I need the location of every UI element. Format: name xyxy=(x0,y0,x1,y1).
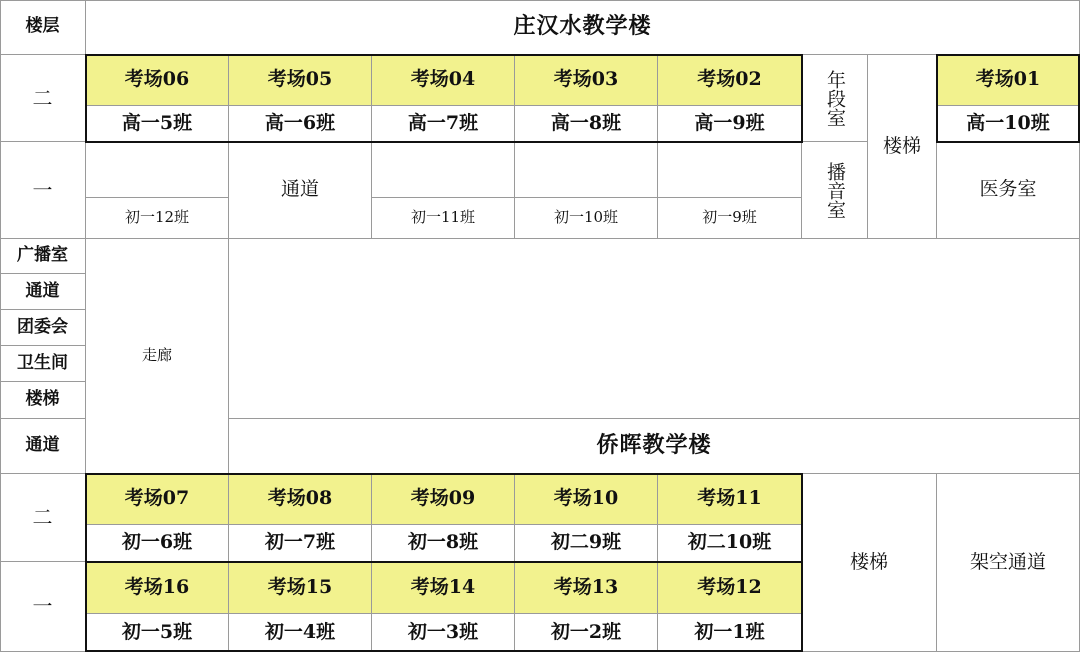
class-name: 初二10班 xyxy=(658,525,802,562)
corridor: 走廊 xyxy=(86,239,229,474)
class-name: 初一5班 xyxy=(86,614,229,652)
class-name: 高一6班 xyxy=(229,106,372,142)
left-room: 楼梯 xyxy=(0,382,86,419)
class-name: 高一9班 xyxy=(658,106,802,142)
class-name: 初一8班 xyxy=(372,525,515,562)
exam-room: 考场08 xyxy=(229,474,372,525)
stairs-zhuang: 楼梯 xyxy=(868,55,937,239)
building-title-zhuang: 庄汉水教学楼 xyxy=(86,0,1080,55)
exam-room: 考场03 xyxy=(515,55,658,106)
class-name: 高一7班 xyxy=(372,106,515,142)
exam-room: 考场13 xyxy=(515,562,658,614)
overpass: 架空通道 xyxy=(937,474,1080,652)
clinic: 医务室 xyxy=(937,142,1080,239)
empty-cell xyxy=(515,142,658,198)
courtyard-blank xyxy=(229,239,1080,419)
exam-room: 考场14 xyxy=(372,562,515,614)
empty-cell xyxy=(658,142,802,198)
empty-cell xyxy=(372,142,515,198)
empty-cell xyxy=(86,142,229,198)
class-name: 高一5班 xyxy=(86,106,229,142)
left-room: 通道 xyxy=(0,274,86,310)
class-name: 初一10班 xyxy=(515,198,658,239)
class-name: 初一3班 xyxy=(372,614,515,652)
exam-room: 考场09 xyxy=(372,474,515,525)
exam-room: 考场06 xyxy=(86,55,229,106)
exam-room: 考场11 xyxy=(658,474,802,525)
class-name: 初一4班 xyxy=(229,614,372,652)
grade-office: 年段室 xyxy=(802,55,868,142)
exam-room: 考场15 xyxy=(229,562,372,614)
exam-room: 考场12 xyxy=(658,562,802,614)
floor-header: 楼层 xyxy=(0,0,86,55)
exam-room: 考场10 xyxy=(515,474,658,525)
class-name: 初一6班 xyxy=(86,525,229,562)
exam-room: 考场02 xyxy=(658,55,802,106)
stairs-qiao: 楼梯 xyxy=(802,474,937,652)
left-room: 广播室 xyxy=(0,239,86,274)
class-name: 初一9班 xyxy=(658,198,802,239)
left-room: 卫生间 xyxy=(0,346,86,382)
exam-room: 考场05 xyxy=(229,55,372,106)
floor-label-1-zhuang: 一 xyxy=(0,142,86,239)
building-title-qiao: 侨晖教学楼 xyxy=(229,419,1080,474)
exam-room: 考场04 xyxy=(372,55,515,106)
class-name: 初一11班 xyxy=(372,198,515,239)
class-name: 初二9班 xyxy=(515,525,658,562)
class-name: 高一8班 xyxy=(515,106,658,142)
class-name: 初一7班 xyxy=(229,525,372,562)
class-name: 初一2班 xyxy=(515,614,658,652)
exam-room: 考场16 xyxy=(86,562,229,614)
class-name: 高一10班 xyxy=(937,106,1080,142)
class-name: 初一12班 xyxy=(86,198,229,239)
exam-room: 考场07 xyxy=(86,474,229,525)
passage: 通道 xyxy=(229,142,372,239)
floor-label-2-zhuang: 二 xyxy=(0,55,86,142)
broadcast-room: 播音室 xyxy=(802,142,868,239)
left-room: 团委会 xyxy=(0,310,86,346)
class-name: 初一1班 xyxy=(658,614,802,652)
exam-room: 考场01 xyxy=(937,55,1080,106)
floor-label-2-qiao: 二 xyxy=(0,474,86,562)
left-passage: 通道 xyxy=(0,419,86,474)
floor-label-1-qiao: 一 xyxy=(0,562,86,652)
